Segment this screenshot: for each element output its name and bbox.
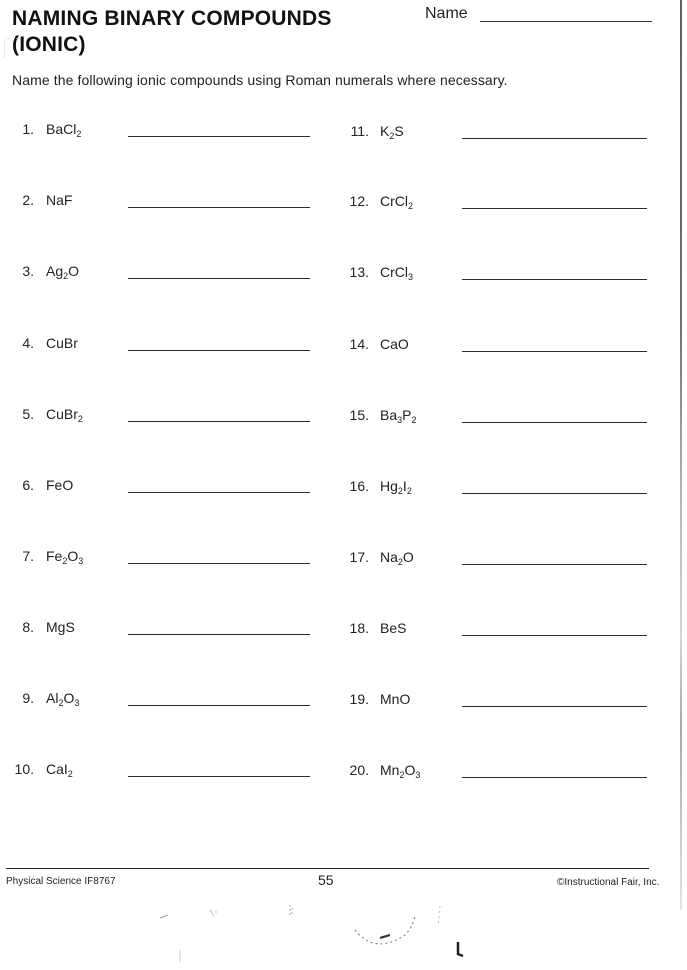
footer-divider	[6, 868, 649, 869]
question-item	[12, 335, 312, 359]
formula-subscript: 3	[415, 770, 421, 780]
question-item	[12, 761, 312, 785]
formula-text: MnO	[380, 691, 411, 707]
answer-blank[interactable]	[462, 777, 647, 778]
chemical-formula	[380, 264, 413, 280]
formula-subscript: 2	[397, 486, 403, 496]
formula-subscript: 2	[58, 698, 64, 708]
answer-blank[interactable]	[128, 421, 310, 422]
formula-text: BaCl	[46, 121, 77, 137]
formula-subscript: 2	[77, 414, 83, 424]
formula-subscript: 2	[389, 131, 395, 141]
formula-subscript: 2	[76, 129, 82, 139]
chemical-formula	[380, 691, 410, 707]
question-item	[12, 192, 312, 216]
question-item	[342, 407, 652, 431]
answer-blank[interactable]	[128, 705, 310, 706]
formula-subscript: 2	[63, 271, 69, 281]
formula-subscript: 2	[399, 770, 405, 780]
formula-text: MgS	[46, 619, 75, 635]
formula-text: CrCl	[380, 264, 408, 280]
chemical-formula	[46, 406, 83, 422]
answer-blank[interactable]	[462, 422, 647, 423]
question-number: 10.	[14, 761, 34, 777]
formula-text: K	[380, 123, 390, 139]
formula-text: P	[402, 407, 412, 423]
answer-blank[interactable]	[128, 350, 310, 351]
question-number: 1.	[22, 121, 34, 137]
formula-text: O	[67, 548, 79, 564]
formula-subscript: 2	[62, 556, 68, 566]
question-number: 16.	[349, 478, 369, 494]
chemical-formula	[380, 407, 417, 423]
formula-text: Ba	[380, 407, 398, 423]
chemical-formula	[380, 336, 409, 352]
formula-subscript: 2	[408, 201, 414, 211]
formula-subscript: 2	[411, 415, 417, 425]
page-number: 55	[318, 872, 334, 888]
question-item	[342, 123, 652, 147]
answer-blank[interactable]	[128, 492, 310, 493]
chemical-formula	[380, 123, 404, 139]
chemical-formula	[46, 690, 79, 706]
formula-subscript: 3	[78, 556, 84, 566]
chemical-formula	[380, 762, 420, 778]
formula-subscript: 2	[67, 769, 73, 779]
question-item	[342, 762, 652, 786]
question-item	[342, 478, 652, 502]
chemical-formula	[46, 263, 79, 279]
question-item	[342, 549, 652, 573]
answer-blank[interactable]	[128, 278, 310, 279]
formula-text: S	[394, 123, 404, 139]
formula-text: O	[402, 549, 414, 565]
question-number: 4.	[22, 335, 34, 351]
formula-text: Fe	[46, 548, 63, 564]
chemical-formula	[380, 620, 406, 636]
formula-text: CaO	[380, 336, 409, 352]
footer-copyright: ©Instructional Fair, Inc.	[557, 877, 660, 888]
formula-text: Mn	[380, 762, 400, 778]
answer-blank[interactable]	[462, 706, 647, 707]
formula-subscript: 3	[74, 698, 80, 708]
question-number: 18.	[349, 620, 369, 636]
question-number: 3.	[22, 263, 34, 279]
chemical-formula	[46, 192, 72, 208]
question-item	[12, 121, 312, 145]
answer-blank[interactable]	[462, 138, 647, 139]
formula-text: FeO	[46, 477, 74, 493]
question-number: 9.	[22, 690, 34, 706]
name-field[interactable]	[480, 21, 652, 22]
question-item	[342, 264, 652, 288]
question-number: 14.	[349, 336, 369, 352]
chemical-formula	[380, 193, 413, 209]
formula-text: CuBr	[46, 406, 78, 422]
chemical-formula	[380, 478, 412, 494]
formula-subscript: 3	[408, 272, 414, 282]
title-line-1: NAMING BINARY COMPOUNDS	[12, 7, 332, 30]
chemical-formula	[46, 335, 78, 351]
footer-course: Physical Science IF8767	[6, 876, 116, 887]
answer-blank[interactable]	[128, 136, 310, 137]
question-item	[342, 620, 652, 644]
chemical-formula	[380, 549, 414, 565]
answer-blank[interactable]	[128, 207, 310, 208]
scan-smudge	[4, 38, 21, 57]
formula-text: I	[402, 478, 407, 494]
answer-blank[interactable]	[462, 564, 647, 565]
scan-page-edge	[680, 0, 682, 910]
formula-text: O	[68, 263, 80, 279]
formula-text: NaF	[46, 192, 73, 208]
title-line-2: (IONIC)	[12, 33, 86, 56]
chemical-formula	[46, 761, 73, 777]
worksheet-title	[12, 6, 412, 58]
answer-blank[interactable]	[128, 563, 310, 564]
formula-text: Na	[380, 549, 398, 565]
question-item	[12, 263, 312, 287]
answer-blank[interactable]	[128, 776, 310, 777]
formula-text: BeS	[380, 620, 407, 636]
question-item	[12, 548, 312, 572]
question-item	[12, 690, 312, 714]
question-number: 12.	[349, 193, 369, 209]
question-number: 17.	[349, 549, 369, 565]
question-number: 19.	[349, 691, 369, 707]
question-number: 20.	[349, 762, 369, 778]
question-item	[12, 406, 312, 430]
answer-blank[interactable]	[462, 279, 647, 280]
instructions: Name the following ionic compounds using Roman numerals where necessary.	[12, 72, 508, 88]
formula-subscript: 2	[397, 557, 403, 567]
formula-text: Al	[46, 690, 59, 706]
question-item	[342, 193, 652, 217]
formula-text: Ag	[46, 263, 64, 279]
name-label: Name	[425, 5, 468, 22]
answer-blank[interactable]	[462, 351, 647, 352]
question-item	[12, 477, 312, 501]
formula-text: CuBr	[46, 335, 78, 351]
answer-blank[interactable]	[462, 635, 647, 636]
question-number: 2.	[22, 192, 34, 208]
question-number: 8.	[22, 619, 34, 635]
question-number: 11.	[350, 123, 369, 139]
formula-text: O	[404, 762, 416, 778]
formula-subscript: 3	[397, 415, 403, 425]
answer-blank[interactable]	[128, 634, 310, 635]
question-number: 7.	[22, 548, 34, 564]
question-item	[342, 691, 652, 715]
chemical-formula	[46, 619, 75, 635]
question-number: 15.	[349, 407, 369, 423]
question-number: 6.	[22, 477, 34, 493]
formula-subscript: 2	[406, 486, 412, 496]
question-number: 13.	[349, 264, 369, 280]
formula-text: Hg	[380, 478, 398, 494]
answer-blank[interactable]	[462, 493, 647, 494]
chemical-formula	[46, 548, 83, 564]
chemical-formula	[46, 477, 73, 493]
formula-text: CaI	[46, 761, 68, 777]
question-number: 5.	[22, 406, 34, 422]
question-item	[12, 619, 312, 643]
chemical-formula	[46, 121, 81, 137]
answer-blank[interactable]	[462, 208, 647, 209]
question-item	[342, 336, 652, 360]
formula-text: CrCl	[380, 193, 408, 209]
formula-text: O	[63, 690, 75, 706]
stray-pencil-marks	[140, 900, 500, 970]
